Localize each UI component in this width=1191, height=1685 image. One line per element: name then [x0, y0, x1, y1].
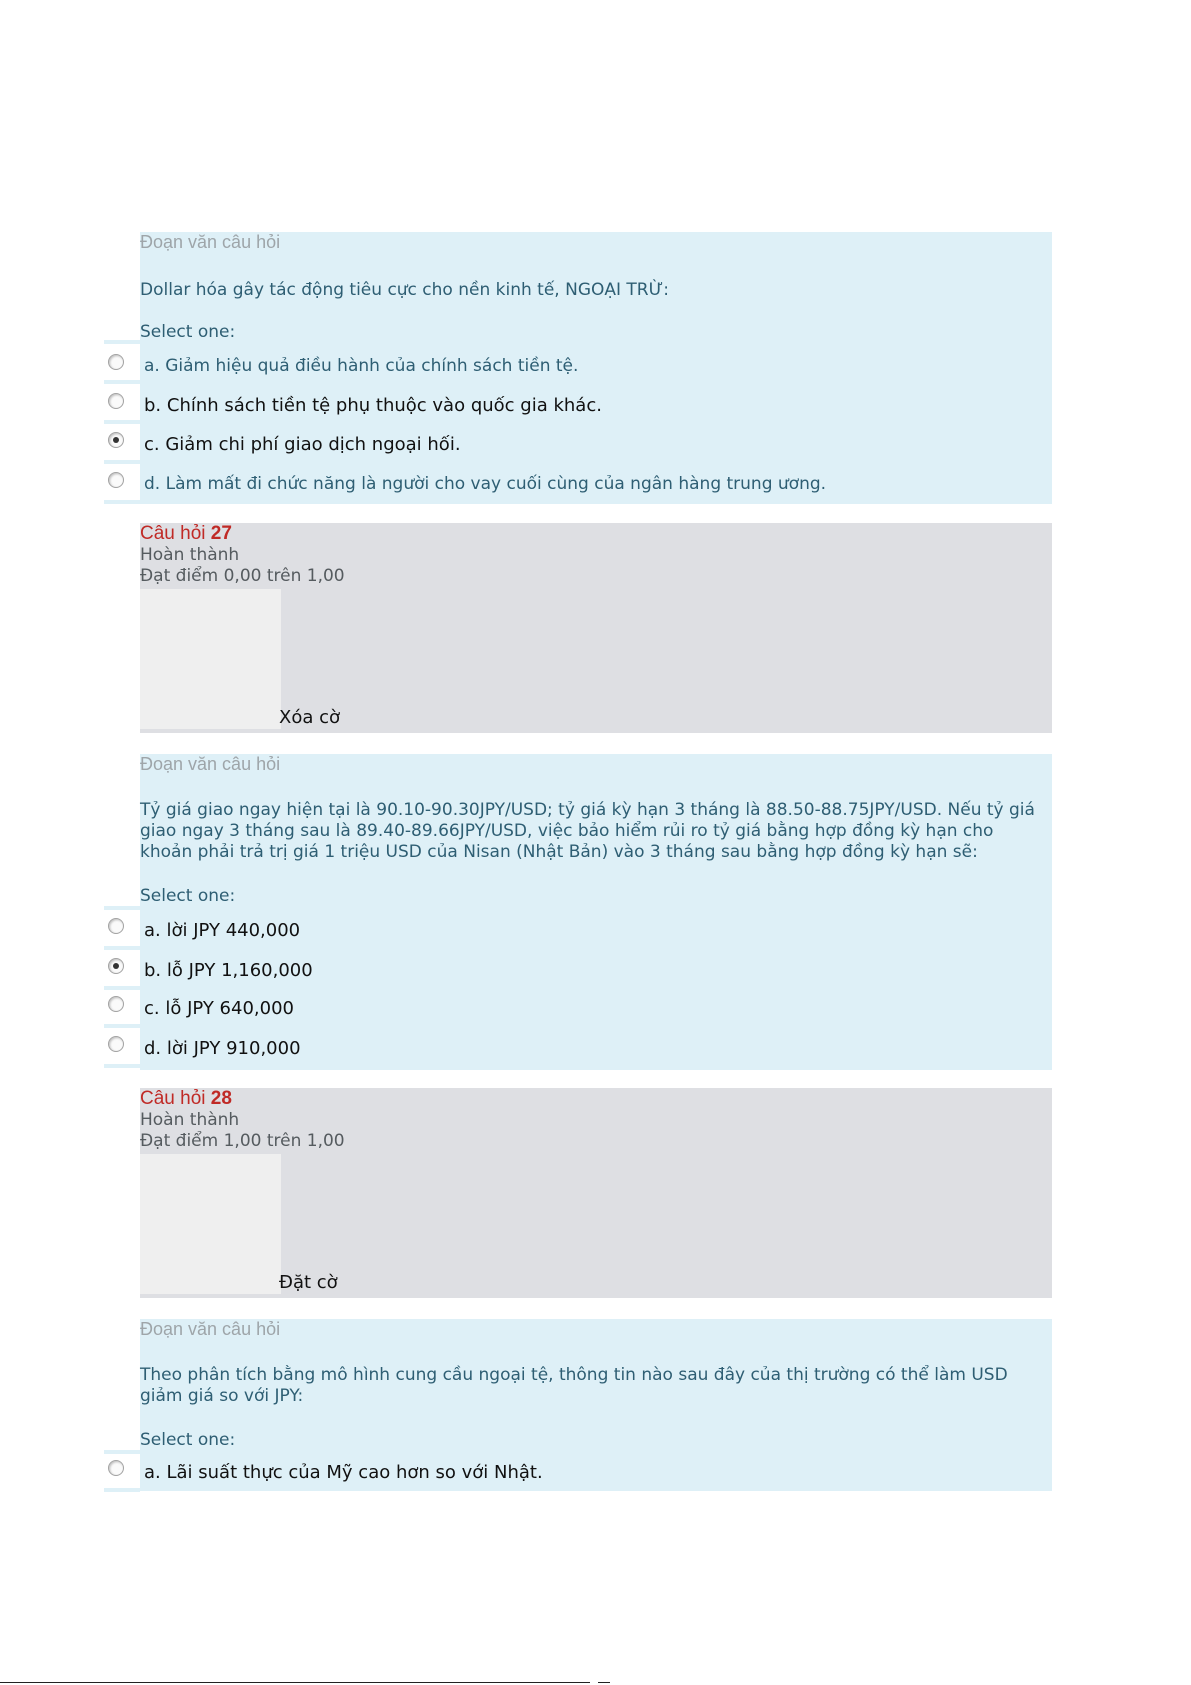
- radio-button[interactable]: [108, 996, 124, 1012]
- question-info-box: [140, 1088, 1052, 1298]
- option-d[interactable]: [104, 1036, 984, 1066]
- question-number: Câu hỏi 28: [140, 1088, 232, 1109]
- question-grade: Đạt điểm 1,00 trên 1,00: [140, 1131, 345, 1151]
- question-info-box: [140, 523, 1052, 733]
- option-b[interactable]: [104, 958, 984, 988]
- option-label: c. lỗ JPY 640,000: [144, 998, 294, 1019]
- option-label: d. lời JPY 910,000: [144, 1038, 301, 1059]
- option-a[interactable]: [104, 1460, 984, 1490]
- option-strip: [104, 946, 140, 950]
- option-strip: [104, 1064, 140, 1068]
- option-label: a. Lãi suất thực của Mỹ cao hơn so với Nhật.: [144, 1462, 543, 1483]
- option-label: b. Chính sách tiền tệ phụ thuộc vào quốc gia khác.: [144, 395, 602, 416]
- option-label: c. Giảm chi phí giao dịch ngoại hối.: [144, 434, 461, 455]
- question-state: Hoàn thành: [140, 1110, 240, 1130]
- select-one-prompt: Select one:: [140, 886, 236, 906]
- question-number: Câu hỏi 27: [140, 523, 232, 544]
- option-strip: [104, 460, 140, 464]
- radio-button[interactable]: [108, 1460, 124, 1476]
- option-label: a. Giảm hiệu quả điều hành của chính sách tiền tệ.: [144, 356, 579, 376]
- radio-button-selected[interactable]: [108, 958, 124, 974]
- section-label: Đoạn văn câu hỏi: [140, 754, 281, 774]
- question-text: Dollar hóa gây tác động tiêu cực cho nền kinh tế, NGOẠI TRỪ:: [140, 280, 669, 300]
- flag-area: [140, 1154, 281, 1294]
- option-b[interactable]: [104, 393, 984, 423]
- option-a[interactable]: [104, 354, 984, 384]
- option-a[interactable]: [104, 918, 984, 948]
- option-d[interactable]: [104, 472, 984, 502]
- radio-button[interactable]: [108, 472, 124, 488]
- radio-button[interactable]: [108, 1036, 124, 1052]
- footer-mark: [598, 1682, 610, 1683]
- section-label: Đoạn văn câu hỏi: [140, 232, 281, 252]
- option-label: a. lời JPY 440,000: [144, 920, 301, 941]
- option-strip: [104, 1024, 140, 1028]
- option-strip: [104, 420, 140, 424]
- footer-rule: [0, 1682, 590, 1683]
- option-strip: [104, 1450, 140, 1454]
- select-one-prompt: Select one:: [140, 1430, 236, 1450]
- remove-flag-button[interactable]: Xóa cờ: [279, 707, 341, 728]
- question-text: Theo phân tích bằng mô hình cung cầu ngoại tệ, thông tin nào sau đây của thị trường có thể làm USD giảm giá so với JPY:: [140, 1365, 1008, 1406]
- radio-button-selected[interactable]: [108, 432, 124, 448]
- section-label: Đoạn văn câu hỏi: [140, 1319, 281, 1339]
- option-label: b. lỗ JPY 1,160,000: [144, 960, 313, 981]
- radio-button[interactable]: [108, 393, 124, 409]
- question-text: Tỷ giá giao ngay hiện tại là 90.10-90.30JPY/USD; tỷ giá kỳ hạn 3 tháng là 88.50-88.75JPY/USD. Nếu tỷ giá giao ngay 3 tháng sau là 89.40-89.66JPY/USD, việc bảo hiểm rủi ro tỷ giá bằng hợp đồng kỳ hạn cho khoản phải trả trị giá 1 triệu USD của Nisan (Nhật Bản) vào 3 tháng sau bằng hợp đồng kỳ hạn sẽ:: [140, 800, 1035, 862]
- option-c[interactable]: [104, 432, 984, 462]
- option-strip: [104, 380, 140, 384]
- select-one-prompt: Select one:: [140, 322, 236, 342]
- option-strip: [104, 1488, 140, 1492]
- option-strip: [104, 340, 140, 344]
- radio-button[interactable]: [108, 354, 124, 370]
- flag-area: [140, 589, 281, 729]
- radio-button[interactable]: [108, 918, 124, 934]
- option-strip: [104, 500, 140, 504]
- question-grade: Đạt điểm 0,00 trên 1,00: [140, 566, 345, 586]
- option-strip: [104, 906, 140, 910]
- set-flag-button[interactable]: Đặt cờ: [279, 1272, 338, 1293]
- question-state: Hoàn thành: [140, 545, 240, 565]
- option-c[interactable]: [104, 996, 984, 1026]
- option-label: d. Làm mất đi chức năng là người cho vay cuối cùng của ngân hàng trung ương.: [144, 474, 827, 494]
- option-strip: [104, 986, 140, 990]
